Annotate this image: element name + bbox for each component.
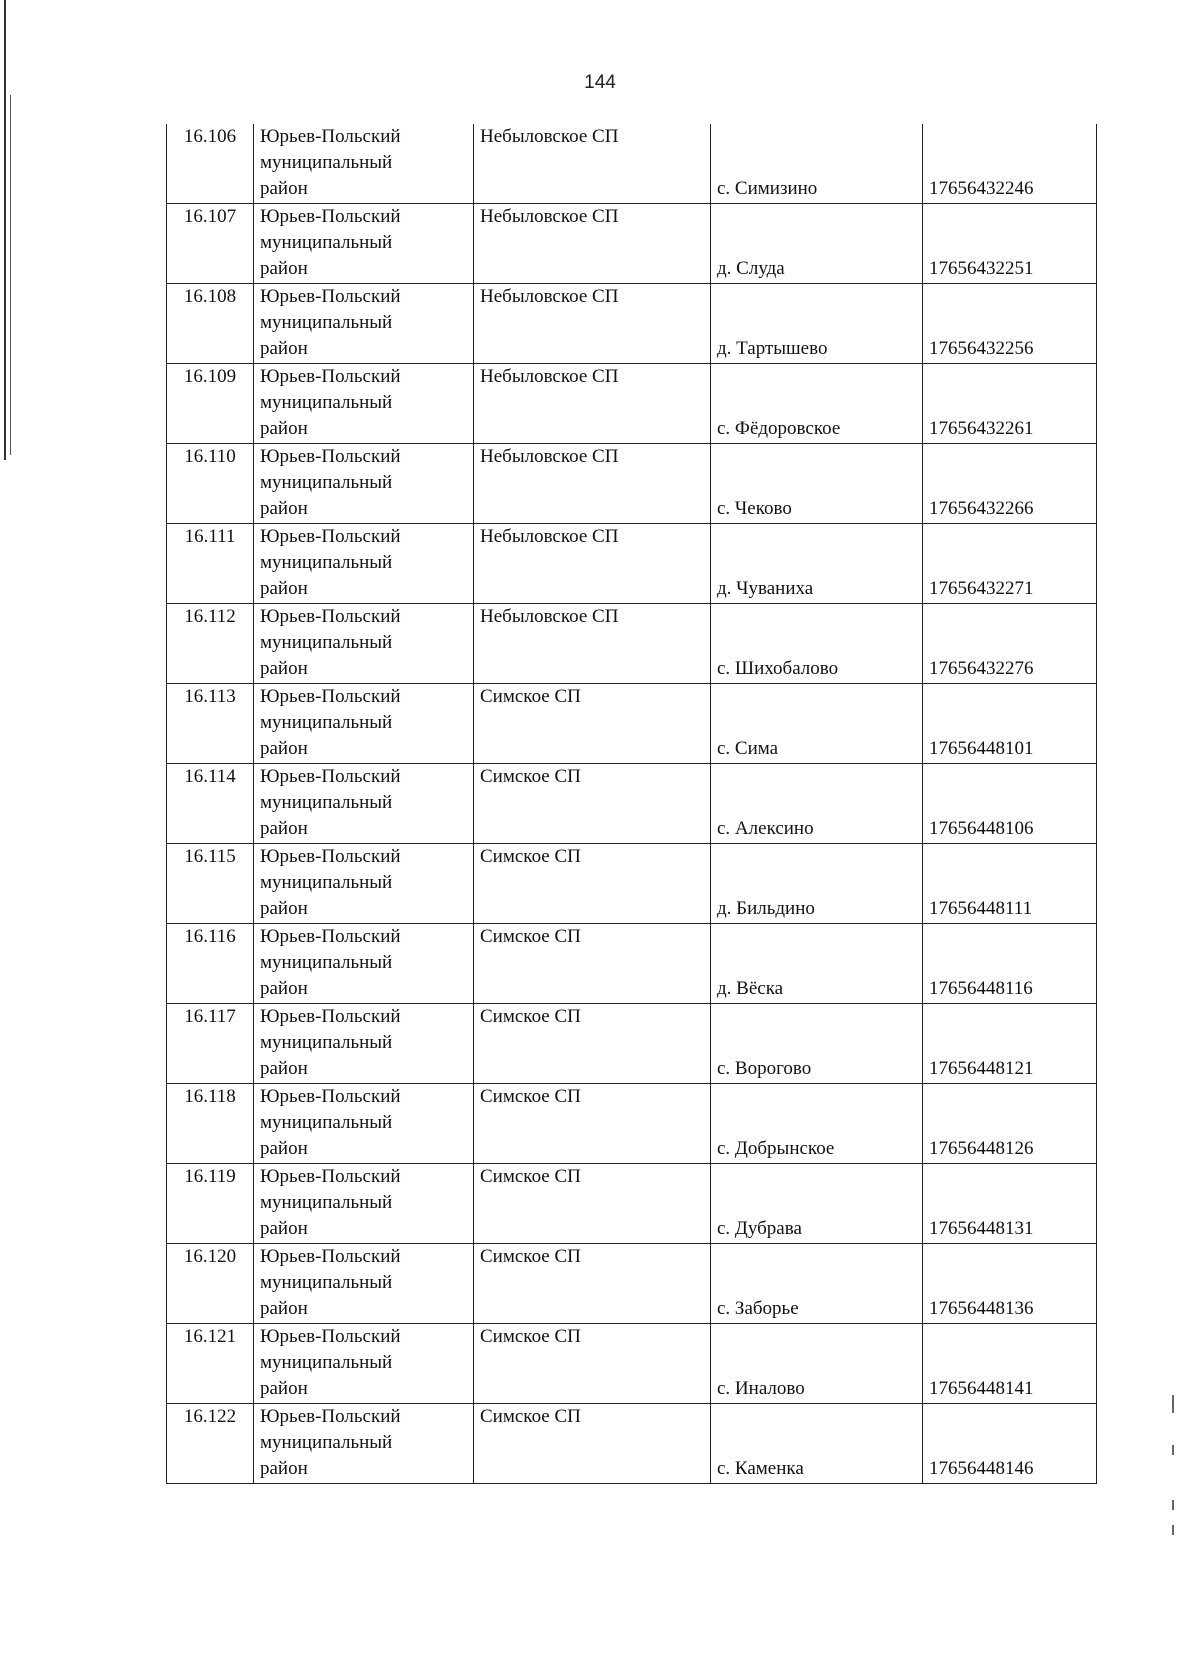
row-number-cell: 16.115 [167, 844, 254, 924]
oktmo-code-cell: 17656448116 [923, 924, 1097, 1004]
settlement-cell: с. Алексино [711, 764, 923, 844]
district-cell: Юрьев-Польский муниципальный район [254, 764, 474, 844]
table-row [167, 1244, 1097, 1324]
table-row [167, 204, 1097, 284]
row-number-cell: 16.119 [167, 1164, 254, 1244]
row-number-cell: 16.120 [167, 1244, 254, 1324]
district-cell: Юрьев-Польский муниципальный район [254, 604, 474, 684]
settlement-cell: с. Ворогово [711, 1004, 923, 1084]
oktmo-code-cell: 17656448141 [923, 1324, 1097, 1404]
scan-mark [1172, 1445, 1174, 1455]
municipality-cell: Симское СП [474, 684, 711, 764]
settlement-cell: с. Каменка [711, 1404, 923, 1484]
table-row [167, 364, 1097, 444]
oktmo-code-cell: 17656448101 [923, 684, 1097, 764]
municipality-cell: Небыловское СП [474, 124, 711, 204]
table-row [167, 924, 1097, 1004]
settlement-cell: д. Тартышево [711, 284, 923, 364]
scan-margin-line-secondary [10, 95, 11, 455]
scan-mark [1172, 1525, 1174, 1535]
table-row [167, 1324, 1097, 1404]
district-cell: Юрьев-Польский муниципальный район [254, 1324, 474, 1404]
oktmo-code-cell: 17656432251 [923, 204, 1097, 284]
district-cell: Юрьев-Польский муниципальный район [254, 1164, 474, 1244]
oktmo-code-cell: 17656448126 [923, 1084, 1097, 1164]
oktmo-code-cell: 17656432261 [923, 364, 1097, 444]
district-cell: Юрьев-Польский муниципальный район [254, 684, 474, 764]
municipality-cell: Небыловское СП [474, 284, 711, 364]
table-row [167, 524, 1097, 604]
district-cell: Юрьев-Польский муниципальный район [254, 284, 474, 364]
table-row [167, 1084, 1097, 1164]
table-row [167, 1164, 1097, 1244]
table-row [167, 844, 1097, 924]
oktmo-code-cell: 17656448111 [923, 844, 1097, 924]
municipality-cell: Симское СП [474, 1244, 711, 1324]
table-body [167, 124, 1097, 1484]
table-row [167, 1004, 1097, 1084]
row-number-cell: 16.110 [167, 444, 254, 524]
oktmo-code-cell: 17656432276 [923, 604, 1097, 684]
settlement-cell: с. Фёдоровское [711, 364, 923, 444]
row-number-cell: 16.111 [167, 524, 254, 604]
oktmo-code-cell: 17656448121 [923, 1004, 1097, 1084]
scan-mark [1172, 1500, 1174, 1510]
municipality-cell: Симское СП [474, 1164, 711, 1244]
municipality-cell: Небыловское СП [474, 204, 711, 284]
municipality-cell: Симское СП [474, 924, 711, 1004]
settlement-cell: с. Симизино [711, 124, 923, 204]
row-number-cell: 16.122 [167, 1404, 254, 1484]
scan-margin-line [4, 0, 6, 460]
settlement-cell: с. Шихобалово [711, 604, 923, 684]
row-number-cell: 16.116 [167, 924, 254, 1004]
municipality-cell: Симское СП [474, 844, 711, 924]
row-number-cell: 16.108 [167, 284, 254, 364]
district-cell: Юрьев-Польский муниципальный район [254, 844, 474, 924]
municipality-cell: Небыловское СП [474, 524, 711, 604]
district-cell: Юрьев-Польский муниципальный район [254, 1084, 474, 1164]
settlements-table [166, 124, 1097, 1484]
settlement-cell: д. Вёска [711, 924, 923, 1004]
municipality-cell: Симское СП [474, 1004, 711, 1084]
oktmo-code-cell: 17656432271 [923, 524, 1097, 604]
oktmo-code-cell: 17656432266 [923, 444, 1097, 524]
scan-mark [1172, 1395, 1174, 1413]
row-number-cell: 16.113 [167, 684, 254, 764]
settlement-cell: с. Сима [711, 684, 923, 764]
municipality-cell: Симское СП [474, 1324, 711, 1404]
settlement-cell: д. Слуда [711, 204, 923, 284]
row-number-cell: 16.114 [167, 764, 254, 844]
oktmo-code-cell: 17656432246 [923, 124, 1097, 204]
settlement-cell: с. Чеково [711, 444, 923, 524]
row-number-cell: 16.106 [167, 124, 254, 204]
row-number-cell: 16.109 [167, 364, 254, 444]
district-cell: Юрьев-Польский муниципальный район [254, 1404, 474, 1484]
district-cell: Юрьев-Польский муниципальный район [254, 124, 474, 204]
municipality-cell: Небыловское СП [474, 364, 711, 444]
municipality-cell: Небыловское СП [474, 444, 711, 524]
municipality-cell: Небыловское СП [474, 604, 711, 684]
settlement-cell: с. Добрынское [711, 1084, 923, 1164]
settlement-cell: с. Заборье [711, 1244, 923, 1324]
row-number-cell: 16.121 [167, 1324, 254, 1404]
oktmo-code-cell: 17656448131 [923, 1164, 1097, 1244]
row-number-cell: 16.118 [167, 1084, 254, 1164]
district-cell: Юрьев-Польский муниципальный район [254, 1004, 474, 1084]
municipality-cell: Симское СП [474, 1404, 711, 1484]
row-number-cell: 16.112 [167, 604, 254, 684]
row-number-cell: 16.107 [167, 204, 254, 284]
district-cell: Юрьев-Польский муниципальный район [254, 524, 474, 604]
district-cell: Юрьев-Польский муниципальный район [254, 444, 474, 524]
oktmo-code-cell: 17656432256 [923, 284, 1097, 364]
oktmo-code-cell: 17656448106 [923, 764, 1097, 844]
municipality-cell: Симское СП [474, 764, 711, 844]
municipality-cell: Симское СП [474, 1084, 711, 1164]
table-row [167, 1404, 1097, 1484]
settlement-cell: д. Чуваниха [711, 524, 923, 604]
settlement-cell: с. Иналово [711, 1324, 923, 1404]
settlement-cell: д. Бильдино [711, 844, 923, 924]
table-row [167, 444, 1097, 524]
district-cell: Юрьев-Польский муниципальный район [254, 364, 474, 444]
page-number: 144 [584, 72, 616, 93]
table-row [167, 764, 1097, 844]
oktmo-code-cell: 17656448146 [923, 1404, 1097, 1484]
table-row [167, 604, 1097, 684]
oktmo-code-cell: 17656448136 [923, 1244, 1097, 1324]
table-row [167, 284, 1097, 364]
district-cell: Юрьев-Польский муниципальный район [254, 1244, 474, 1324]
table-row [167, 684, 1097, 764]
district-cell: Юрьев-Польский муниципальный район [254, 924, 474, 1004]
district-cell: Юрьев-Польский муниципальный район [254, 204, 474, 284]
table-row [167, 124, 1097, 204]
row-number-cell: 16.117 [167, 1004, 254, 1084]
settlement-cell: с. Дубрава [711, 1164, 923, 1244]
